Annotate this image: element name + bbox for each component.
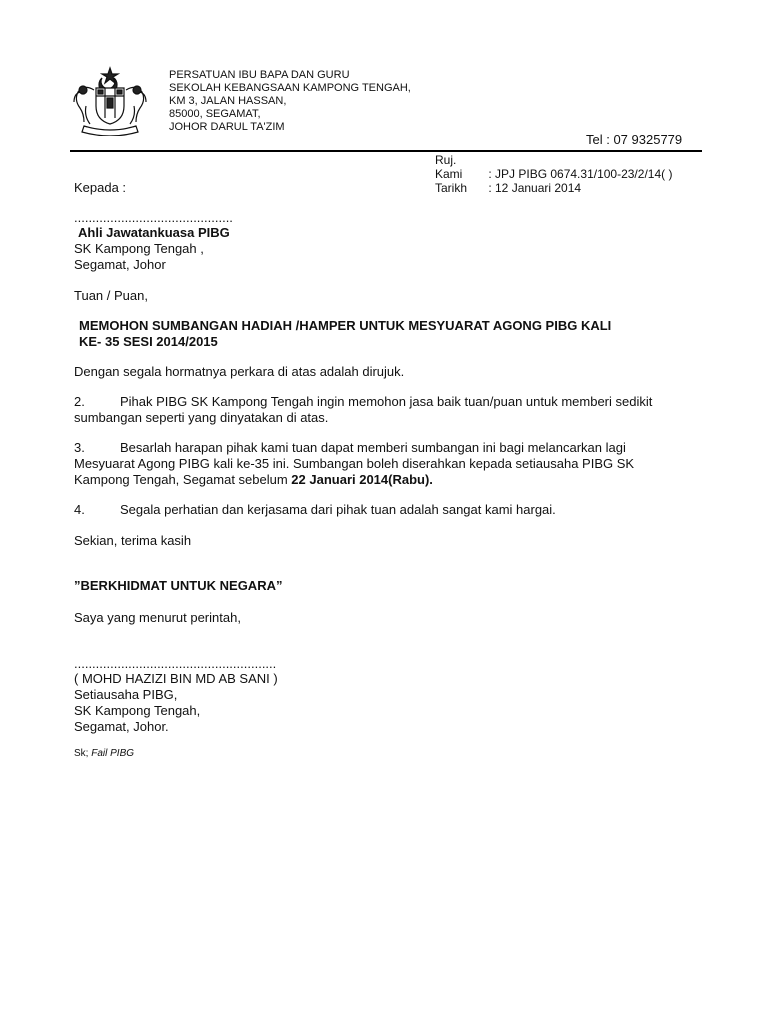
recipient-line2: Segamat, Johor <box>74 257 166 272</box>
recipient-dotted-line: ............................................ <box>74 210 233 225</box>
signatory-name: ( MOHD HAZIZI BIN MD AB SANI ) <box>74 671 278 686</box>
cc-value: Fail PIBG <box>91 748 135 759</box>
address-line2: 85000, SEGAMAT, <box>169 108 261 120</box>
closing-order: Saya yang menurut perintah, <box>74 610 241 625</box>
signature-dotted-line: ........................................................ <box>74 656 277 671</box>
cc-note <box>74 748 134 759</box>
salutation: Tuan / Puan, <box>74 288 148 303</box>
address-line1: KM 3, JALAN HASSAN, <box>169 95 287 107</box>
ref-value: : JPJ PIBG 0674.31/100-23/2/14( ) <box>488 167 673 181</box>
paragraph-3-number: 3. <box>74 440 85 455</box>
paragraph-4-number: 4. <box>74 502 85 517</box>
paragraph-3-line1: Besarlah harapan pihak kami tuan dapat memberi sumbangan ini bagi melancarkan lagi <box>120 440 626 455</box>
recipient-name: Ahli Jawatankuasa PIBG <box>78 225 230 240</box>
subject-line2: KE- 35 SESI 2014/2015 <box>79 334 218 349</box>
signatory-place: Segamat, Johor. <box>74 719 169 734</box>
paragraph-2 <box>74 394 652 426</box>
paragraph-3-line3: Kampong Tengah, Segamat sebelum <box>74 472 292 487</box>
subject <box>79 318 611 350</box>
address-line3: JOHOR DARUL TA'ZIM <box>169 121 285 133</box>
paragraph-2-number: 2. <box>74 394 85 409</box>
paragraph-4 <box>74 502 556 518</box>
paragraph-3-line2: Mesyuarat Agong PIBG kali ke-35 ini. Sumbangan boleh diserahkan kepada setiausaha PIBG SK <box>74 456 635 471</box>
to-label: Kepada : <box>74 180 127 195</box>
paragraph-4-line1: Segala perhatian dan kerjasama dari pihak tuan adalah sangat kami hargai. <box>120 502 556 517</box>
letterhead-block <box>169 69 411 134</box>
header-divider <box>70 150 702 152</box>
org-name-line1: PERSATUAN IBU BAPA DAN GURU <box>169 69 350 81</box>
coat-of-arms-icon <box>68 66 152 136</box>
paragraph-1: Dengan segala hormatnya perkara di atas adalah dirujuk. <box>74 364 405 379</box>
closing-thanks: Sekian, terima kasih <box>74 533 192 548</box>
telephone: Tel : 07 9325779 <box>586 132 683 147</box>
paragraph-2-line1: Pihak PIBG SK Kampong Tengah ingin memohon jasa baik tuan/puan untuk memberi sedikit <box>120 394 653 409</box>
date-value: : 12 Januari 2014 <box>488 181 582 195</box>
signatory-school: SK Kampong Tengah, <box>74 703 201 718</box>
ref-label: Ruj. Kami <box>435 153 463 181</box>
reference-block <box>435 153 672 195</box>
paragraph-3-deadline: 22 Januari 2014(Rabu). <box>291 472 433 487</box>
date-label: Tarikh <box>435 181 468 195</box>
cc-label: Sk; <box>74 748 92 759</box>
subject-line1: MEMOHON SUMBANGAN HADIAH /HAMPER UNTUK MESYUARAT AGONG PIBG KALI <box>79 318 612 333</box>
paragraph-2-line2: sumbangan seperti yang dinyatakan di atas. <box>74 410 329 425</box>
recipient-line1: SK Kampong Tengah , <box>74 241 204 256</box>
paragraph-3 <box>74 440 634 488</box>
org-name-line2: SEKOLAH KEBANGSAAN KAMPONG TENGAH, <box>169 82 411 94</box>
signatory-title: Setiausaha PIBG, <box>74 687 178 702</box>
closing-motto: ”BERKHIDMAT UNTUK NEGARA” <box>74 578 283 593</box>
